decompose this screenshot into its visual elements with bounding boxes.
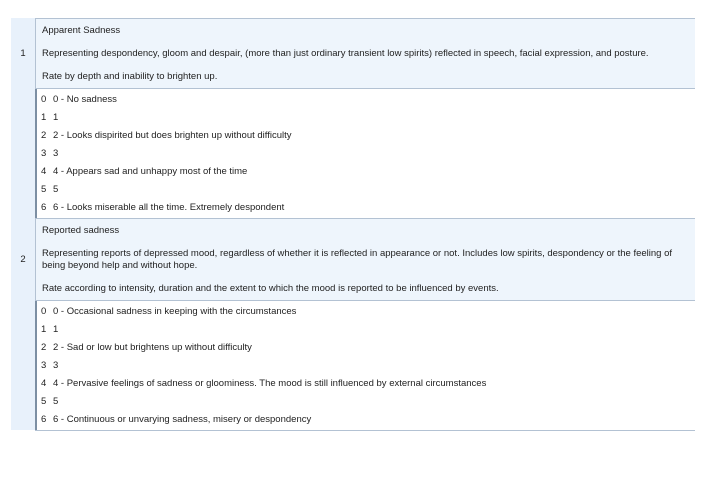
option-row[interactable] bbox=[41, 145, 695, 163]
option-text: 5 bbox=[53, 396, 59, 407]
option-row[interactable] bbox=[41, 375, 695, 393]
option-score: 0 bbox=[41, 94, 47, 105]
option-row[interactable] bbox=[41, 199, 695, 217]
option-row[interactable] bbox=[41, 163, 695, 181]
option-score: 3 bbox=[41, 148, 47, 159]
options-list bbox=[35, 301, 695, 430]
option-score: 3 bbox=[41, 360, 47, 371]
option-text: 6 - Continuous or unvarying sadness, misery or despondency bbox=[53, 414, 312, 425]
item-title: Apparent Sadness bbox=[42, 25, 121, 36]
item-description: Representing despondency, gloom and despair, (more than just ordinary transient low spirits) reflected in speech, facial expression, and posture. bbox=[42, 48, 649, 59]
option-score: 2 bbox=[41, 342, 47, 353]
option-row[interactable] bbox=[41, 339, 695, 357]
option-row[interactable] bbox=[41, 109, 695, 127]
option-score: 2 bbox=[41, 130, 47, 141]
item-description: Representing reports of depressed mood, regardless of whether it is reflected in appearance or not. Includes low spirits, despondency or the feeling of being beyond help and without hope. bbox=[42, 248, 672, 271]
number-column-spacer bbox=[11, 89, 35, 218]
option-text: 4 - Pervasive feelings of sadness or gloominess. The mood is still influenced by external circumstances bbox=[53, 378, 487, 389]
item-instruction: Rate by depth and inability to brighten up. bbox=[42, 71, 218, 82]
option-score: 5 bbox=[41, 396, 47, 407]
options-list bbox=[35, 89, 695, 218]
option-text: 0 - No sadness bbox=[53, 94, 117, 105]
option-text: 5 bbox=[53, 184, 59, 195]
option-row[interactable] bbox=[41, 321, 695, 339]
option-row[interactable] bbox=[41, 91, 695, 109]
options-section bbox=[11, 89, 695, 218]
option-row[interactable] bbox=[41, 181, 695, 199]
scale-item bbox=[11, 18, 695, 218]
item-description-cell bbox=[35, 218, 695, 301]
item-number: 2 bbox=[20, 254, 26, 265]
option-score: 1 bbox=[41, 112, 47, 123]
item-title: Reported sadness bbox=[42, 225, 120, 236]
option-text: 1 bbox=[53, 112, 59, 123]
option-row[interactable] bbox=[41, 127, 695, 145]
option-score: 4 bbox=[41, 378, 47, 389]
item-header bbox=[11, 218, 695, 301]
option-score: 6 bbox=[41, 414, 47, 425]
option-score: 1 bbox=[41, 324, 47, 335]
option-row[interactable] bbox=[41, 357, 695, 375]
option-text: 3 bbox=[53, 360, 59, 371]
option-row[interactable] bbox=[41, 393, 695, 411]
option-text: 0 - Occasional sadness in keeping with the circumstances bbox=[53, 306, 297, 317]
scale-item bbox=[11, 218, 695, 430]
item-number: 1 bbox=[20, 48, 26, 59]
item-header bbox=[11, 18, 695, 89]
option-text: 3 bbox=[53, 148, 59, 159]
table-bottom-border bbox=[35, 430, 695, 431]
option-text: 6 - Looks miserable all the time. Extremely despondent bbox=[53, 202, 285, 213]
option-score: 0 bbox=[41, 306, 47, 317]
option-score: 6 bbox=[41, 202, 47, 213]
number-column-spacer bbox=[11, 301, 35, 430]
option-row[interactable] bbox=[41, 411, 695, 429]
item-instruction: Rate according to intensity, duration and the extent to which the mood is reported to be influenced by events. bbox=[42, 283, 499, 294]
rating-scale-table bbox=[11, 18, 695, 431]
options-section bbox=[11, 301, 695, 430]
option-text: 1 bbox=[53, 324, 59, 335]
option-score: 5 bbox=[41, 184, 47, 195]
item-description-cell bbox=[35, 18, 695, 89]
option-text: 2 - Sad or low but brightens up without difficulty bbox=[53, 342, 252, 353]
option-text: 4 - Appears sad and unhappy most of the time bbox=[53, 166, 248, 177]
option-score: 4 bbox=[41, 166, 47, 177]
option-text: 2 - Looks dispirited but does brighten up without difficulty bbox=[53, 130, 292, 141]
option-row[interactable] bbox=[41, 303, 695, 321]
